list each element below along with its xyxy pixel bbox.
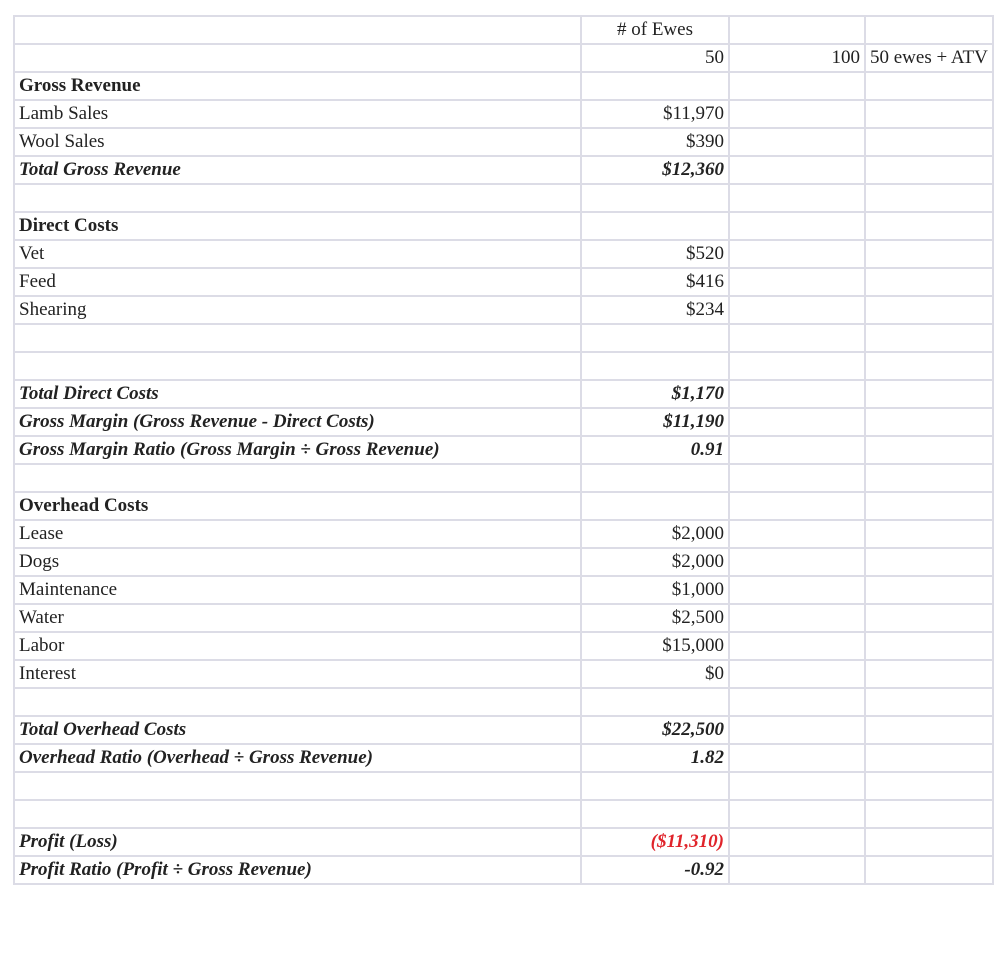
value-100-ewes[interactable] [729,352,865,380]
table-row [14,576,993,604]
value-100-ewes[interactable] [729,828,865,856]
value-100-ewes[interactable] [729,632,865,660]
value-100-ewes[interactable] [729,688,865,716]
value-50-ewes-atv[interactable] [865,352,993,380]
value-100-ewes[interactable] [729,520,865,548]
table-row [14,436,993,464]
row-label[interactable]: Shearing [14,296,581,324]
value-50-ewes-atv[interactable] [865,436,993,464]
cell-blank[interactable] [865,16,993,44]
table-row [14,688,993,716]
row-label[interactable] [14,688,581,716]
value-100-ewes[interactable] [729,716,865,744]
value-50-ewes[interactable]: 0.91 [581,436,729,464]
value-50-ewes[interactable]: $2,500 [581,604,729,632]
value-50-ewes[interactable]: $2,000 [581,548,729,576]
row-label[interactable] [14,352,581,380]
value-50-ewes[interactable]: $520 [581,240,729,268]
value-100-ewes[interactable] [729,100,865,128]
value-50-ewes[interactable]: $2,000 [581,520,729,548]
value-100-ewes[interactable] [729,604,865,632]
value-50-ewes-atv[interactable] [865,156,993,184]
value-50-ewes[interactable] [581,184,729,212]
table-row [14,716,993,744]
value-50-ewes-atv[interactable] [865,492,993,520]
table-row [14,240,993,268]
value-50-ewes[interactable]: 1.82 [581,744,729,772]
value-50-ewes-atv[interactable] [865,800,993,828]
table-row [14,520,993,548]
value-50-ewes[interactable]: -0.92 [581,856,729,884]
table-row [14,128,993,156]
row-label[interactable]: Water [14,604,581,632]
table-row [14,492,993,520]
value-50-ewes[interactable]: $416 [581,268,729,296]
table-row [14,464,993,492]
value-100-ewes[interactable] [729,184,865,212]
value-50-ewes-atv[interactable] [865,744,993,772]
value-100-ewes[interactable] [729,436,865,464]
table-row [14,660,993,688]
value-100-ewes[interactable] [729,576,865,604]
row-label[interactable] [14,184,581,212]
value-50-ewes-atv[interactable] [865,716,993,744]
value-100-ewes[interactable] [729,240,865,268]
table-row [14,632,993,660]
value-100-ewes[interactable] [729,744,865,772]
table-row [14,856,993,884]
value-50-ewes-atv[interactable] [865,212,993,240]
value-50-ewes[interactable] [581,800,729,828]
value-100-ewes[interactable] [729,800,865,828]
value-100-ewes[interactable] [729,464,865,492]
row-label[interactable]: Total Gross Revenue [14,156,581,184]
value-50-ewes-atv[interactable] [865,296,993,324]
value-100-ewes[interactable] [729,296,865,324]
value-50-ewes[interactable] [581,72,729,100]
row-label[interactable] [14,772,581,800]
value-100-ewes[interactable] [729,72,865,100]
value-50-ewes[interactable]: $11,190 [581,408,729,436]
row-label[interactable]: Lease [14,520,581,548]
value-50-ewes-atv[interactable] [865,268,993,296]
value-50-ewes[interactable]: $15,000 [581,632,729,660]
scenario-50-header[interactable]: 50 [581,44,729,72]
row-label[interactable]: Gross Revenue [14,72,581,100]
row-label[interactable]: Overhead Costs [14,492,581,520]
value-50-ewes-atv[interactable] [865,604,993,632]
row-label[interactable]: Total Overhead Costs [14,716,581,744]
value-50-ewes-atv[interactable] [865,520,993,548]
value-100-ewes[interactable] [729,268,865,296]
value-50-ewes-atv[interactable] [865,632,993,660]
table-row [14,100,993,128]
ewes-group-label[interactable]: # of Ewes [581,16,729,44]
table-row [14,800,993,828]
value-50-ewes-atv[interactable] [865,240,993,268]
value-50-ewes[interactable]: $1,170 [581,380,729,408]
table-row [14,604,993,632]
row-label[interactable]: Maintenance [14,576,581,604]
table-row [14,212,993,240]
value-50-ewes[interactable] [581,212,729,240]
value-50-ewes-atv[interactable] [865,128,993,156]
value-100-ewes[interactable] [729,156,865,184]
table-row [14,744,993,772]
value-50-ewes[interactable]: ($11,310) [581,828,729,856]
row-label[interactable]: Interest [14,660,581,688]
value-100-ewes[interactable] [729,660,865,688]
row-label[interactable]: Direct Costs [14,212,581,240]
cell-blank[interactable] [14,16,581,44]
value-50-ewes[interactable]: $11,970 [581,100,729,128]
value-50-ewes-atv[interactable] [865,688,993,716]
row-label[interactable]: Dogs [14,548,581,576]
row-label[interactable]: Profit (Loss) [14,828,581,856]
value-50-ewes-atv[interactable] [865,72,993,100]
budget-table [13,15,994,885]
cell-blank[interactable] [14,44,581,72]
value-50-ewes-atv[interactable] [865,100,993,128]
scenario-atv-header[interactable]: 50 ewes + ATV [865,44,993,72]
value-50-ewes-atv[interactable] [865,408,993,436]
value-100-ewes[interactable] [729,408,865,436]
value-50-ewes[interactable] [581,772,729,800]
value-50-ewes-atv[interactable] [865,548,993,576]
value-50-ewes-atv[interactable] [865,828,993,856]
value-50-ewes[interactable]: $1,000 [581,576,729,604]
table-row [14,324,993,352]
row-label[interactable]: Profit Ratio (Profit ÷ Gross Revenue) [14,856,581,884]
value-50-ewes-atv[interactable] [865,184,993,212]
table-row [14,156,993,184]
value-50-ewes-atv[interactable] [865,324,993,352]
row-label[interactable]: Labor [14,632,581,660]
value-50-ewes[interactable]: $22,500 [581,716,729,744]
value-50-ewes[interactable] [581,688,729,716]
cell-blank[interactable] [729,16,865,44]
row-label[interactable]: Wool Sales [14,128,581,156]
value-50-ewes-atv[interactable] [865,660,993,688]
table-row [14,184,993,212]
value-50-ewes[interactable]: $0 [581,660,729,688]
row-label[interactable] [14,800,581,828]
row-label[interactable] [14,324,581,352]
row-label[interactable]: Feed [14,268,581,296]
table-row [14,352,993,380]
row-label[interactable]: Total Direct Costs [14,380,581,408]
value-100-ewes[interactable] [729,772,865,800]
value-100-ewes[interactable] [729,212,865,240]
table-row [14,548,993,576]
header-row-group [14,16,993,44]
value-50-ewes[interactable]: $390 [581,128,729,156]
table-row [14,828,993,856]
value-50-ewes[interactable]: $234 [581,296,729,324]
row-label[interactable] [14,464,581,492]
row-label[interactable]: Overhead Ratio (Overhead ÷ Gross Revenue) [14,744,581,772]
value-100-ewes[interactable] [729,548,865,576]
row-label[interactable]: Gross Margin Ratio (Gross Margin ÷ Gross Revenue) [14,436,581,464]
table-row [14,772,993,800]
value-100-ewes[interactable] [729,324,865,352]
table-row [14,296,993,324]
row-label[interactable]: Lamb Sales [14,100,581,128]
value-50-ewes[interactable] [581,352,729,380]
value-50-ewes-atv[interactable] [865,856,993,884]
value-50-ewes[interactable]: $12,360 [581,156,729,184]
table-row [14,408,993,436]
value-100-ewes[interactable] [729,380,865,408]
header-row-scenarios [14,44,993,72]
value-100-ewes[interactable] [729,128,865,156]
value-50-ewes[interactable] [581,324,729,352]
value-50-ewes-atv[interactable] [865,576,993,604]
value-50-ewes-atv[interactable] [865,772,993,800]
row-label[interactable]: Vet [14,240,581,268]
scenario-100-header[interactable]: 100 [729,44,865,72]
value-50-ewes-atv[interactable] [865,380,993,408]
table-row [14,380,993,408]
value-50-ewes-atv[interactable] [865,464,993,492]
value-100-ewes[interactable] [729,492,865,520]
value-50-ewes[interactable] [581,464,729,492]
row-label[interactable]: Gross Margin (Gross Revenue - Direct Costs) [14,408,581,436]
value-50-ewes[interactable] [581,492,729,520]
value-100-ewes[interactable] [729,856,865,884]
table-row [14,268,993,296]
table-row [14,72,993,100]
